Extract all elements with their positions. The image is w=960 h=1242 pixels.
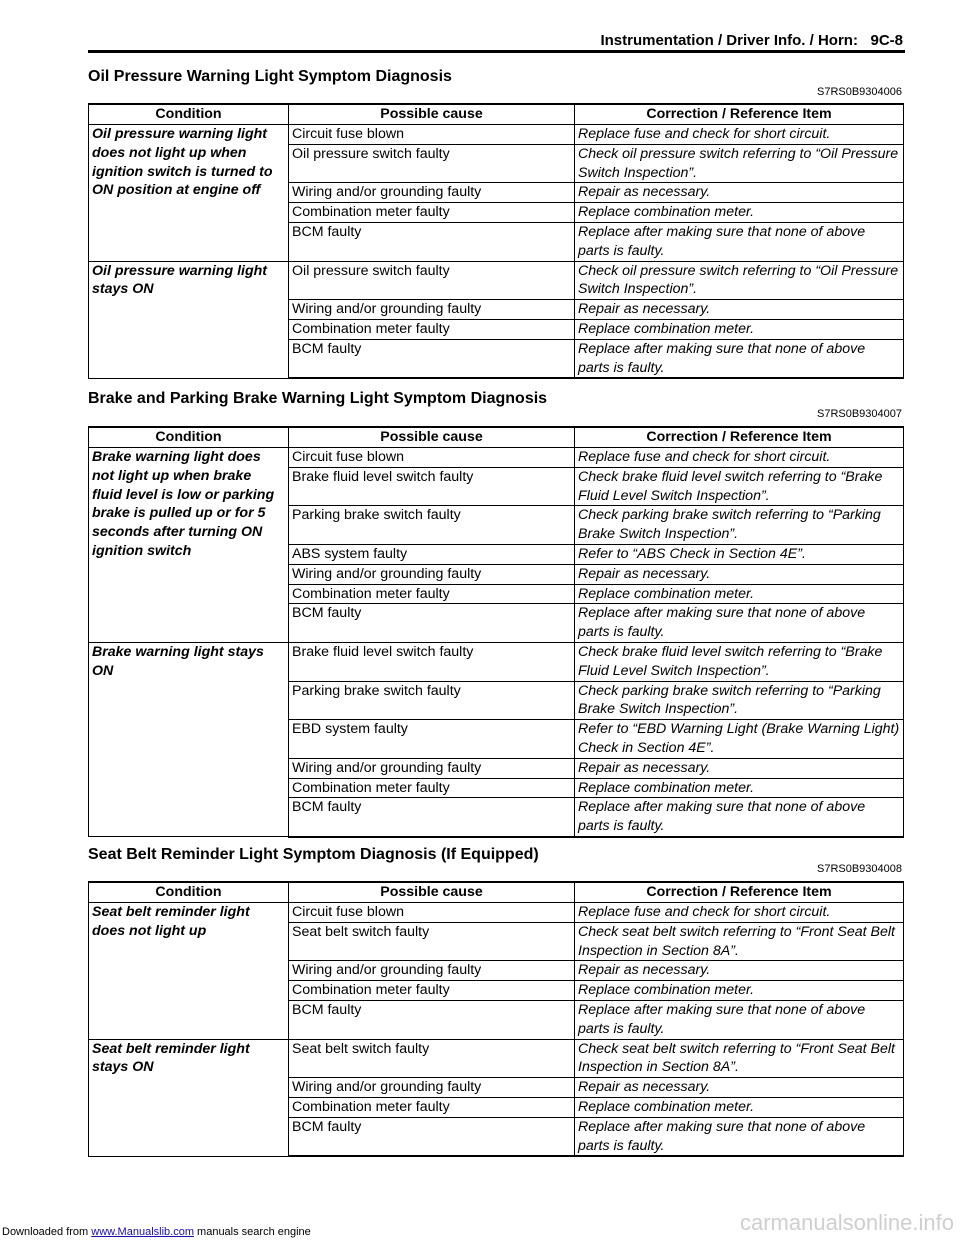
table-row bbox=[89, 125, 904, 145]
correction-cell: Replace after making sure that none of above parts is faulty. bbox=[575, 222, 904, 261]
correction-cell: Replace combination meter. bbox=[575, 778, 904, 798]
page-number: 9C-8 bbox=[870, 32, 903, 49]
cause-cell: Parking brake switch faulty bbox=[289, 506, 575, 545]
cause-cell: BCM faulty bbox=[289, 798, 575, 837]
col-cause: Possible cause bbox=[289, 882, 575, 903]
cause-cell: Oil pressure switch faulty bbox=[289, 261, 575, 300]
correction-cell: Replace fuse and check for short circuit. bbox=[575, 125, 904, 145]
correction-cell: Check brake fluid level switch referring to “Brake Fluid Level Switch Inspection”. bbox=[575, 467, 904, 506]
table-row bbox=[89, 642, 904, 681]
condition-cell: Brake warning light stays ON bbox=[89, 642, 289, 836]
correction-cell: Refer to “ABS Check in Section 4E”. bbox=[575, 544, 904, 564]
correction-cell: Repair as necessary. bbox=[575, 758, 904, 778]
correction-cell: Repair as necessary. bbox=[575, 300, 904, 320]
correction-cell: Check seat belt switch referring to “Front Seat Belt Inspection in Section 8A”. bbox=[575, 922, 904, 961]
cause-cell: EBD system faulty bbox=[289, 720, 575, 759]
correction-cell: Check parking brake switch referring to “Parking Brake Switch Inspection”. bbox=[575, 506, 904, 545]
cause-cell: BCM faulty bbox=[289, 604, 575, 643]
section-code: S7RS0B9304008 bbox=[816, 863, 902, 875]
correction-cell: Repair as necessary. bbox=[575, 1078, 904, 1098]
footer bbox=[2, 1226, 311, 1238]
cause-cell: BCM faulty bbox=[289, 1000, 575, 1039]
correction-cell: Check seat belt switch referring to “Front Seat Belt Inspection in Section 8A”. bbox=[575, 1039, 904, 1078]
table-row bbox=[89, 261, 904, 300]
page-header bbox=[0, 32, 903, 49]
cause-cell: Wiring and/or grounding faulty bbox=[289, 564, 575, 584]
cause-cell: BCM faulty bbox=[289, 1117, 575, 1156]
cause-cell: Wiring and/or grounding faulty bbox=[289, 758, 575, 778]
correction-cell: Check brake fluid level switch referring to “Brake Fluid Level Switch Inspection”. bbox=[575, 642, 904, 681]
cause-cell: Parking brake switch faulty bbox=[289, 681, 575, 720]
condition-cell: Seat belt reminder light does not light up bbox=[89, 903, 289, 1040]
correction-cell: Replace after making sure that none of above parts is faulty. bbox=[575, 798, 904, 837]
table-row bbox=[89, 903, 904, 923]
footer-prefix: Downloaded from bbox=[2, 1226, 92, 1238]
diagnosis-table bbox=[88, 881, 904, 1157]
correction-cell: Replace after making sure that none of above parts is faulty. bbox=[575, 1117, 904, 1156]
section-title: Oil Pressure Warning Light Symptom Diagnosis bbox=[88, 68, 452, 85]
cause-cell: Combination meter faulty bbox=[289, 584, 575, 604]
correction-cell: Replace combination meter. bbox=[575, 584, 904, 604]
correction-cell: Check oil pressure switch referring to “Oil Pressure Switch Inspection”. bbox=[575, 261, 904, 300]
cause-cell: BCM faulty bbox=[289, 222, 575, 261]
cause-cell: Seat belt switch faulty bbox=[289, 922, 575, 961]
cause-cell: Circuit fuse blown bbox=[289, 903, 575, 923]
correction-cell: Refer to “EBD Warning Light (Brake Warning Light) Check in Section 4E”. bbox=[575, 720, 904, 759]
col-correction: Correction / Reference Item bbox=[575, 104, 904, 125]
diagnosis-table bbox=[88, 103, 904, 379]
footer-suffix: manuals search engine bbox=[193, 1226, 311, 1238]
cause-cell: Combination meter faulty bbox=[289, 981, 575, 1001]
manualslib-link[interactable]: www.Manualslib.com bbox=[91, 1226, 194, 1238]
col-cause: Possible cause bbox=[289, 104, 575, 125]
diagnosis-table bbox=[88, 426, 904, 838]
section-code: S7RS0B9304006 bbox=[816, 86, 902, 98]
table-row bbox=[89, 1039, 904, 1078]
cause-cell: Oil pressure switch faulty bbox=[289, 144, 575, 183]
cause-cell: Combination meter faulty bbox=[289, 1097, 575, 1117]
col-condition: Condition bbox=[89, 104, 289, 125]
cause-cell: Brake fluid level switch faulty bbox=[289, 642, 575, 681]
col-correction: Correction / Reference Item bbox=[575, 882, 904, 903]
correction-cell: Repair as necessary. bbox=[575, 961, 904, 981]
header-title: Instrumentation / Driver Info. / Horn: bbox=[600, 32, 858, 49]
cause-cell: ABS system faulty bbox=[289, 544, 575, 564]
cause-cell: Seat belt switch faulty bbox=[289, 1039, 575, 1078]
section-title: Brake and Parking Brake Warning Light Symptom Diagnosis bbox=[88, 390, 548, 407]
col-condition: Condition bbox=[89, 427, 289, 448]
cause-cell: BCM faulty bbox=[289, 339, 575, 378]
correction-cell: Replace after making sure that none of above parts is faulty. bbox=[575, 1000, 904, 1039]
correction-cell: Replace after making sure that none of above parts is faulty. bbox=[575, 604, 904, 643]
cause-cell: Wiring and/or grounding faulty bbox=[289, 961, 575, 981]
table-row bbox=[89, 448, 904, 468]
cause-cell: Wiring and/or grounding faulty bbox=[289, 300, 575, 320]
cause-cell: Combination meter faulty bbox=[289, 319, 575, 339]
cause-cell: Wiring and/or grounding faulty bbox=[289, 1078, 575, 1098]
watermark: carmanualsonline.info bbox=[739, 1210, 954, 1235]
correction-cell: Replace combination meter. bbox=[575, 203, 904, 223]
condition-cell: Oil pressure warning light does not light up when ignition switch is turned to ON position at engine off bbox=[89, 125, 289, 262]
cause-cell: Combination meter faulty bbox=[289, 778, 575, 798]
cause-cell: Circuit fuse blown bbox=[289, 125, 575, 145]
cause-cell: Circuit fuse blown bbox=[289, 448, 575, 468]
col-correction: Correction / Reference Item bbox=[575, 427, 904, 448]
correction-cell: Replace combination meter. bbox=[575, 1097, 904, 1117]
correction-cell: Repair as necessary. bbox=[575, 183, 904, 203]
cause-cell: Combination meter faulty bbox=[289, 203, 575, 223]
condition-cell: Brake warning light does not light up when brake fluid level is low or parking brake is pulled up or for 5 seconds after turning ON ignition switch bbox=[89, 448, 289, 643]
correction-cell: Replace combination meter. bbox=[575, 981, 904, 1001]
condition-cell: Seat belt reminder light stays ON bbox=[89, 1039, 289, 1156]
section-code: S7RS0B9304007 bbox=[816, 408, 902, 420]
cause-cell: Brake fluid level switch faulty bbox=[289, 467, 575, 506]
correction-cell: Repair as necessary. bbox=[575, 564, 904, 584]
correction-cell: Replace fuse and check for short circuit. bbox=[575, 448, 904, 468]
correction-cell: Check oil pressure switch referring to “Oil Pressure Switch Inspection”. bbox=[575, 144, 904, 183]
correction-cell: Check parking brake switch referring to “Parking Brake Switch Inspection”. bbox=[575, 681, 904, 720]
col-condition: Condition bbox=[89, 882, 289, 903]
cause-cell: Wiring and/or grounding faulty bbox=[289, 183, 575, 203]
correction-cell: Replace after making sure that none of above parts is faulty. bbox=[575, 339, 904, 378]
correction-cell: Replace fuse and check for short circuit. bbox=[575, 903, 904, 923]
correction-cell: Replace combination meter. bbox=[575, 319, 904, 339]
section-title: Seat Belt Reminder Light Symptom Diagnosis (If Equipped) bbox=[88, 846, 539, 863]
col-cause: Possible cause bbox=[289, 427, 575, 448]
header-rule bbox=[88, 50, 905, 53]
condition-cell: Oil pressure warning light stays ON bbox=[89, 261, 289, 378]
